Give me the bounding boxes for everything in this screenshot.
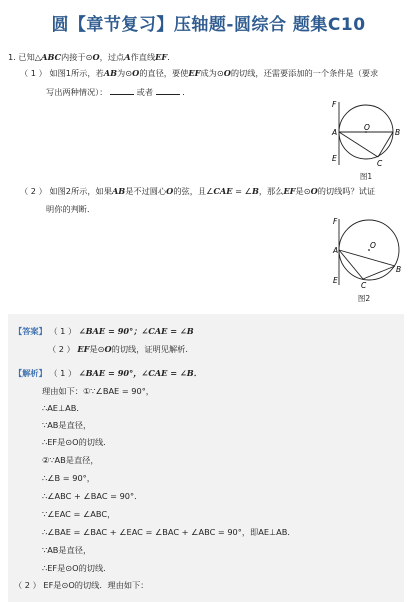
label-b: B bbox=[396, 265, 402, 274]
analysis-last-line bbox=[14, 580, 148, 591]
analysis-step: ∵∠EAC = ∠ABC， bbox=[42, 509, 116, 519]
part-label: （ 2 ） bbox=[48, 344, 75, 354]
answer-math: O bbox=[104, 344, 112, 354]
analysis-step: ∴EF是⊙O的切线． bbox=[42, 437, 112, 447]
answer-blank[interactable] bbox=[110, 86, 134, 95]
label-a: A bbox=[332, 128, 338, 137]
figure-2-caption: 图2 bbox=[357, 294, 371, 303]
label-f: F bbox=[333, 217, 338, 226]
analysis-step: ∴∠BAE = ∠BAC + ∠EAC = ∠BAC + ∠ABC = 90°，即AE⊥AB． bbox=[42, 527, 296, 537]
part-label: （ 1 ） bbox=[20, 68, 47, 78]
analysis-line-1 bbox=[14, 368, 202, 379]
part-text: 如图1所示，若 bbox=[49, 68, 104, 78]
part2-line2: 明你的判断． bbox=[46, 204, 96, 214]
analysis-text: EF是⊙O的切线．理由如下： bbox=[43, 580, 149, 590]
part1-line1 bbox=[20, 68, 378, 79]
answer-line-2 bbox=[48, 344, 194, 355]
answer-text: 是⊙ bbox=[89, 344, 105, 354]
label-o: O bbox=[370, 241, 376, 250]
label-e: E bbox=[333, 276, 338, 285]
part-text: 是不过圆心 bbox=[125, 186, 167, 196]
part-math: AB bbox=[103, 68, 118, 78]
analysis-step: ∴EF是⊙O的切线． bbox=[42, 563, 112, 573]
part-text: ． bbox=[182, 87, 191, 97]
part-math: EF bbox=[188, 68, 201, 78]
figure-1 bbox=[325, 97, 407, 169]
part-text: ，那么 bbox=[258, 186, 284, 196]
question-intro bbox=[8, 52, 175, 63]
label-c: C bbox=[361, 281, 367, 290]
part-math: B bbox=[251, 186, 259, 196]
part-text: 的弦，且∠ bbox=[173, 186, 214, 196]
analysis-math: ∠BAE = 90°，∠CAE = ∠B． bbox=[78, 368, 202, 378]
segment-ab bbox=[339, 250, 395, 266]
part-text: 成为⊙ bbox=[200, 68, 224, 78]
part-text: 的直径，要使 bbox=[139, 68, 189, 78]
part2-line1 bbox=[20, 186, 375, 197]
answer-tag: 【答案】 bbox=[14, 326, 47, 336]
label-c: C bbox=[377, 159, 383, 168]
part-text: 或者 bbox=[136, 87, 154, 97]
part-text: 写出两种情况）： bbox=[46, 87, 108, 97]
part-label: （ 1 ） bbox=[49, 326, 77, 336]
intro-text: 已知△ bbox=[18, 52, 42, 62]
label-f: F bbox=[332, 100, 337, 109]
part-label: （ 2 ） bbox=[14, 580, 41, 590]
answer-math: EF bbox=[77, 344, 90, 354]
part1-line2 bbox=[46, 86, 190, 98]
part-text: 是⊙ bbox=[295, 186, 311, 196]
intro-text: 内接于⊙ bbox=[61, 52, 93, 62]
part-math: AB bbox=[111, 186, 126, 196]
analysis-step: ∴AE⊥AB． bbox=[42, 403, 85, 413]
answer-blank[interactable] bbox=[156, 86, 180, 95]
part-label: （ 1 ） bbox=[49, 368, 77, 378]
part-text: 如图2所示，如果 bbox=[49, 186, 112, 196]
part-math: CAE bbox=[213, 186, 233, 196]
label-o: O bbox=[364, 123, 370, 132]
segment-ac bbox=[339, 132, 378, 157]
analysis-step: ∴∠ABC + ∠BAC = 90°． bbox=[42, 491, 143, 501]
intro-text: ． bbox=[167, 52, 176, 62]
figure-1-caption: 图1 bbox=[359, 172, 373, 181]
page-title: 圆【章节复习】压轴题-圆综合 题集C10 bbox=[51, 15, 366, 35]
figure-2 bbox=[325, 215, 407, 291]
part-math: O bbox=[223, 68, 231, 78]
analysis-tag: 【解析】 bbox=[14, 368, 47, 378]
intro-math: EF bbox=[155, 52, 168, 62]
analysis-step: 理由如下：①∵∠BAE = 90°， bbox=[42, 386, 154, 396]
label-e: E bbox=[332, 154, 337, 163]
part-text: = ∠ bbox=[232, 186, 252, 196]
intro-text: 作直线 bbox=[130, 52, 156, 62]
part-label: （ 2 ） bbox=[20, 186, 47, 196]
intro-math: O bbox=[92, 52, 100, 62]
answer-text: 的切线，证明见解析． bbox=[111, 344, 194, 354]
analysis-step: ∵AB是直径， bbox=[42, 545, 92, 555]
part-math: EF bbox=[283, 186, 296, 196]
question-number: 1. bbox=[8, 52, 16, 62]
part-text: 的切线吗？试证 bbox=[317, 186, 376, 196]
intro-math: A bbox=[124, 52, 131, 62]
intro-math: ABC bbox=[41, 52, 62, 62]
label-a: A bbox=[333, 246, 339, 255]
segment-cb bbox=[378, 132, 393, 157]
label-b: B bbox=[395, 128, 401, 137]
part-math: O bbox=[132, 68, 140, 78]
segment-cb bbox=[363, 266, 395, 279]
analysis-step: ∵AB是直径， bbox=[42, 420, 92, 430]
answer-math: ∠BAE = 90°；∠CAE = ∠B bbox=[78, 326, 194, 336]
analysis-step: ∴∠B = 90°， bbox=[42, 473, 95, 483]
answer-line-1 bbox=[14, 326, 194, 337]
analysis-step: ②∵AB是直径， bbox=[42, 455, 99, 465]
part-text: 的切线，还需要添加的一个条件是（要求 bbox=[230, 68, 379, 78]
part-math: O bbox=[166, 186, 174, 196]
intro-text: ，过点 bbox=[99, 52, 125, 62]
part-text: 为⊙ bbox=[117, 68, 133, 78]
part-math: O bbox=[310, 186, 318, 196]
